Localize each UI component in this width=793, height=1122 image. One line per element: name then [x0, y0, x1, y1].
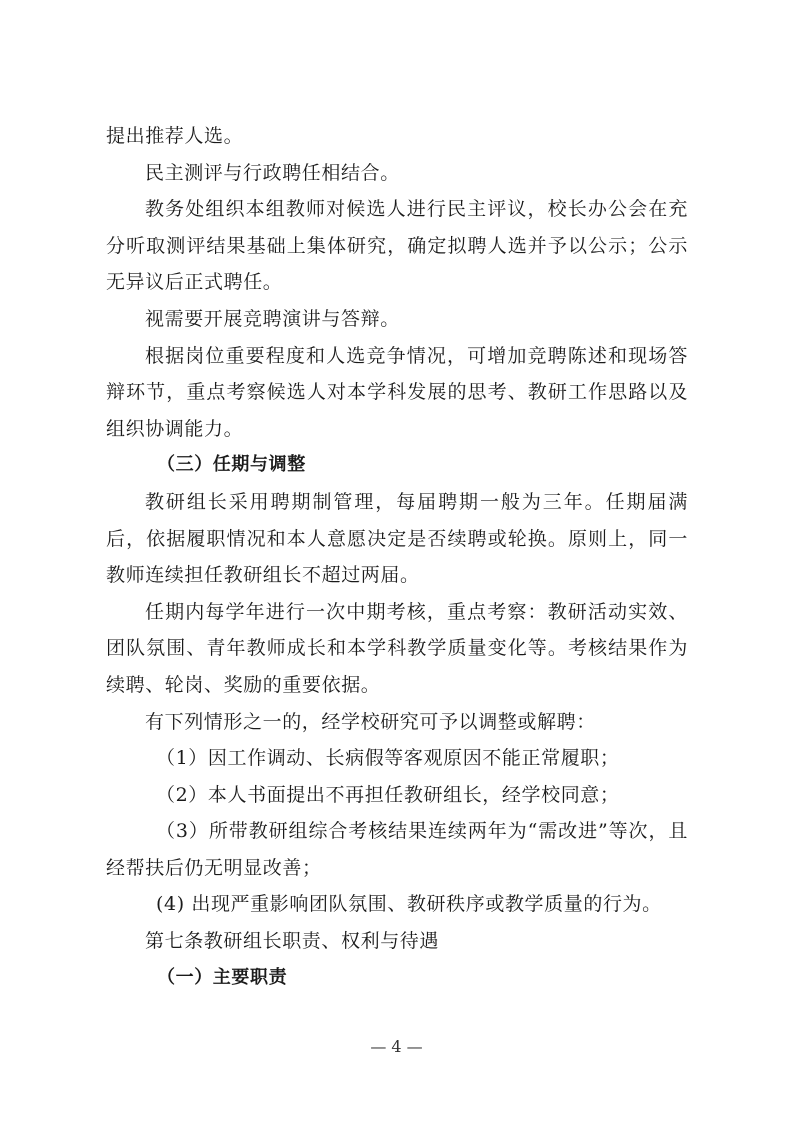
list-item-condition-2: （2）本人书面提出不再担任教研组长，经学校同意； [156, 783, 620, 806]
paragraph-subheading-competition-speech: 视需要开展竞聘演讲与答辩。 [145, 307, 400, 330]
paragraph-competition-details: 根据岗位重要程度和人选竞争情况，可增加竞聘陈述和现场答辩环节，重点考察候选人对本学科发展的思考、教研工作思路以及组织协调能力。 [106, 344, 688, 440]
paragraph-subheading-democratic-evaluation: 民主测评与行政聘任相结合。 [145, 161, 400, 184]
section-heading-term-and-adjustment: （三）任期与调整 [157, 454, 306, 476]
list-item-condition-4: (4) 出现严重影响团队氛围、教研秩序或教学质量的行为。 [156, 893, 662, 916]
section-heading-main-duties: （一）主要职责 [157, 966, 288, 988]
paragraph-dismissal-conditions: 有下列情形之一的，经学校研究可予以调整或解聘： [145, 710, 596, 733]
paragraph-term-system: 教研组长采用聘期制管理，每届聘期一般为三年。任期届满后，依据履职情况和本人意愿决定是否续聘或轮换。原则上，同一教师连续担任教研组长不超过两届。 [106, 490, 688, 587]
list-item-condition-1: （1）因工作调动、长病假等客观原因不能正常履职； [156, 747, 620, 770]
page-number: — 4 — [370, 1037, 423, 1056]
article-heading-seven: 第七条教研组长职责、权利与待遇 [145, 930, 440, 953]
paragraph-midterm-assessment: 任期内每学年进行一次中期考核，重点考察：教研活动实效、团队氛围、青年教师成长和本学科教学质量变化等。考核结果作为续聘、轮岗、奖励的重要依据。 [106, 600, 688, 696]
paragraph-continuation: 提出推荐人选。 [106, 125, 244, 147]
document-body [106, 118, 688, 996]
list-item-condition-3: （3）所带教研组综合考核结果连续两年为“需改进”等次，且经帮扶后仍无明显改善； [106, 820, 688, 879]
paragraph-evaluation-process: 教务处组织本组教师对候选人进行民主评议，校长办公会在充分听取测评结果基础上集体研究，确定拟聘人选并予以公示；公示无异议后正式聘任。 [106, 198, 688, 294]
